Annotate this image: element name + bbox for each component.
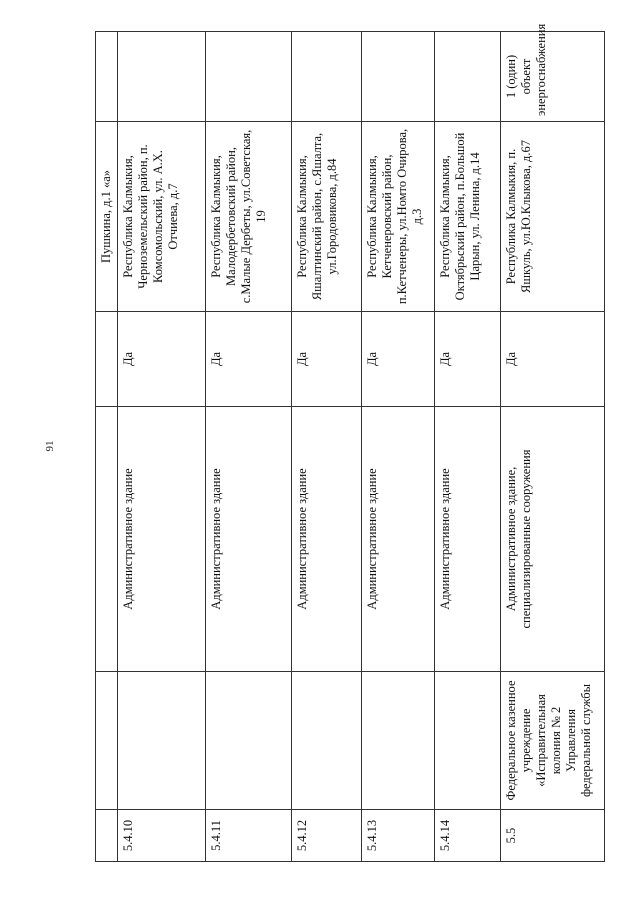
table-row bbox=[118, 32, 206, 862]
organization-cell bbox=[434, 672, 500, 810]
row-number bbox=[96, 810, 118, 862]
object-type-cell: Административное здание bbox=[292, 407, 362, 672]
row-number: 5.4.10 bbox=[118, 810, 206, 862]
row-number: 5.4.12 bbox=[292, 810, 362, 862]
object-type-cell bbox=[96, 407, 118, 672]
object-type-cell: Административное здание bbox=[362, 407, 434, 672]
flag-cell bbox=[96, 312, 118, 407]
organization-cell bbox=[362, 672, 434, 810]
flag-cell: Да bbox=[206, 312, 292, 407]
rotated-table-wrapper bbox=[95, 23, 605, 862]
address-cell: Республика Калмыкия, Октябрьский район, п.Большой Царын, ул. Ленина, д.14 bbox=[434, 122, 500, 312]
table-row bbox=[96, 32, 118, 862]
flag-cell: Да bbox=[118, 312, 206, 407]
object-type-cell: Административное здание bbox=[434, 407, 500, 672]
flag-cell: Да bbox=[362, 312, 434, 407]
object-type-cell: Административное здание bbox=[118, 407, 206, 672]
address-cell: Пушкина, д.1 «а» bbox=[96, 122, 118, 312]
table-row bbox=[362, 32, 434, 862]
table-row bbox=[292, 32, 362, 862]
organization-cell bbox=[206, 672, 292, 810]
energy-object-cell: 1 (один) объект энергоснабжения bbox=[500, 32, 604, 122]
energy-object-cell bbox=[118, 32, 206, 122]
address-cell: Республика Калмыкия, Черноземельский район, п. Комсомольский, ул. А.Х. Отчиева, д.7 bbox=[118, 122, 206, 312]
organization-cell bbox=[96, 672, 118, 810]
energy-object-cell bbox=[434, 32, 500, 122]
address-cell: Республика Калмыкия, Яшалтинский район, с.Яшалта, ул.Городовикова, д.84 bbox=[292, 122, 362, 312]
organization-cell bbox=[292, 672, 362, 810]
address-cell: Республика Калмыкия, п. Яшкуль, ул.Ю.Клыкова, д.67 bbox=[500, 122, 604, 312]
flag-cell: Да bbox=[292, 312, 362, 407]
table-row bbox=[434, 32, 500, 862]
flag-cell: Да bbox=[434, 312, 500, 407]
table-row bbox=[500, 32, 604, 862]
energy-object-cell bbox=[206, 32, 292, 122]
table-row bbox=[206, 32, 292, 862]
address-cell: Республика Калмыкия, Кетченеровский район, п.Кетченеры, ул.Номто Очирова, д.3 bbox=[362, 122, 434, 312]
object-type-cell: Административное здание, специализированные сооружения bbox=[500, 407, 604, 672]
energy-object-cell bbox=[292, 32, 362, 122]
organization-cell: Федеральное казенное учреждение «Исправительная колония № 2 Управления федеральной службы bbox=[500, 672, 604, 810]
flag-cell: Да bbox=[500, 312, 604, 407]
register-table bbox=[95, 23, 605, 862]
page-number: 91 bbox=[44, 440, 56, 452]
energy-object-cell bbox=[96, 32, 118, 122]
row-number: 5.4.13 bbox=[362, 810, 434, 862]
energy-object-cell bbox=[362, 32, 434, 122]
address-cell: Республика Калмыкия, Малодербетовский район, с.Малые Дербеты, ул.Советская, 19 bbox=[206, 122, 292, 312]
row-number: 5.4.14 bbox=[434, 810, 500, 862]
row-number: 5.4.11 bbox=[206, 810, 292, 862]
organization-cell bbox=[118, 672, 206, 810]
row-number: 5.5 bbox=[500, 810, 604, 862]
object-type-cell: Административное здание bbox=[206, 407, 292, 672]
